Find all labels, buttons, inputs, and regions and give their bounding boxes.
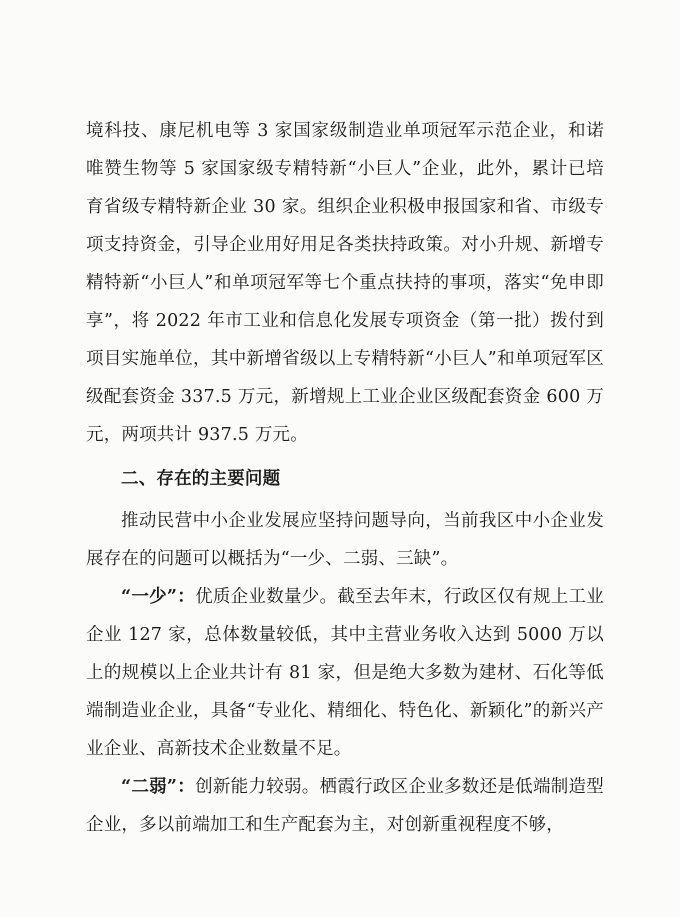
lead-one-few: “一少”： bbox=[121, 587, 196, 607]
paragraph-policy-support: 境科技、康尼机电等 3 家国家级制造业单项冠军示范企业，和诺唯赞生物等 5 家国家级专精特新“小巨人”企业，此外，累计已培育省级专精特新企业 30 家。组织企业积极申报国家和省、市级专项支持资金，引导企业用好用足各类扶持政策。对小升规、新增专精特新“小巨人”和单项冠军等七个重点扶持的事项，落实“免申即享”，将 2022 年市工业和信息化发展专项资金（第一批）拨付到项目实施单位，其中新增省级以上专精特新“小巨人”和单项冠军区级配套资金 337.5 万元，新增规上工业企业区级配套资金 600 万元，两项共计 937.5 万元。 bbox=[86, 121, 604, 445]
document-body bbox=[86, 112, 604, 844]
paragraph-one-few bbox=[86, 578, 604, 768]
text-one-few: 优质企业数量少。截至去年末，行政区仅有规上工业企业 127 家，总体数量较低，其中主营业务收入达到 5000 万以上的规模以上企业共计有 81 家，但是绝大多数为建材、石化等低端制造业企业，具备“专业化、精细化、特色化、新颖化”的新兴产业企业、高新技术企业数量不足。 bbox=[86, 587, 604, 759]
section-heading-main-problems: 二、存在的主要问题 bbox=[121, 469, 281, 489]
text-two-weak: 创新能力较弱。栖霞行政区企业多数还是低端制造型企业，多以前端加工和生产配套为主，对创新重视程度不够， bbox=[86, 777, 604, 835]
paragraph-problem-overview: 推动民营中小企业发展应坚持问题导向，当前我区中小企业发展存在的问题可以概括为“一少、二弱、三缺”。 bbox=[86, 511, 604, 569]
lead-two-weak: “二弱”： bbox=[121, 777, 196, 797]
paragraph-two-weak bbox=[86, 768, 604, 844]
